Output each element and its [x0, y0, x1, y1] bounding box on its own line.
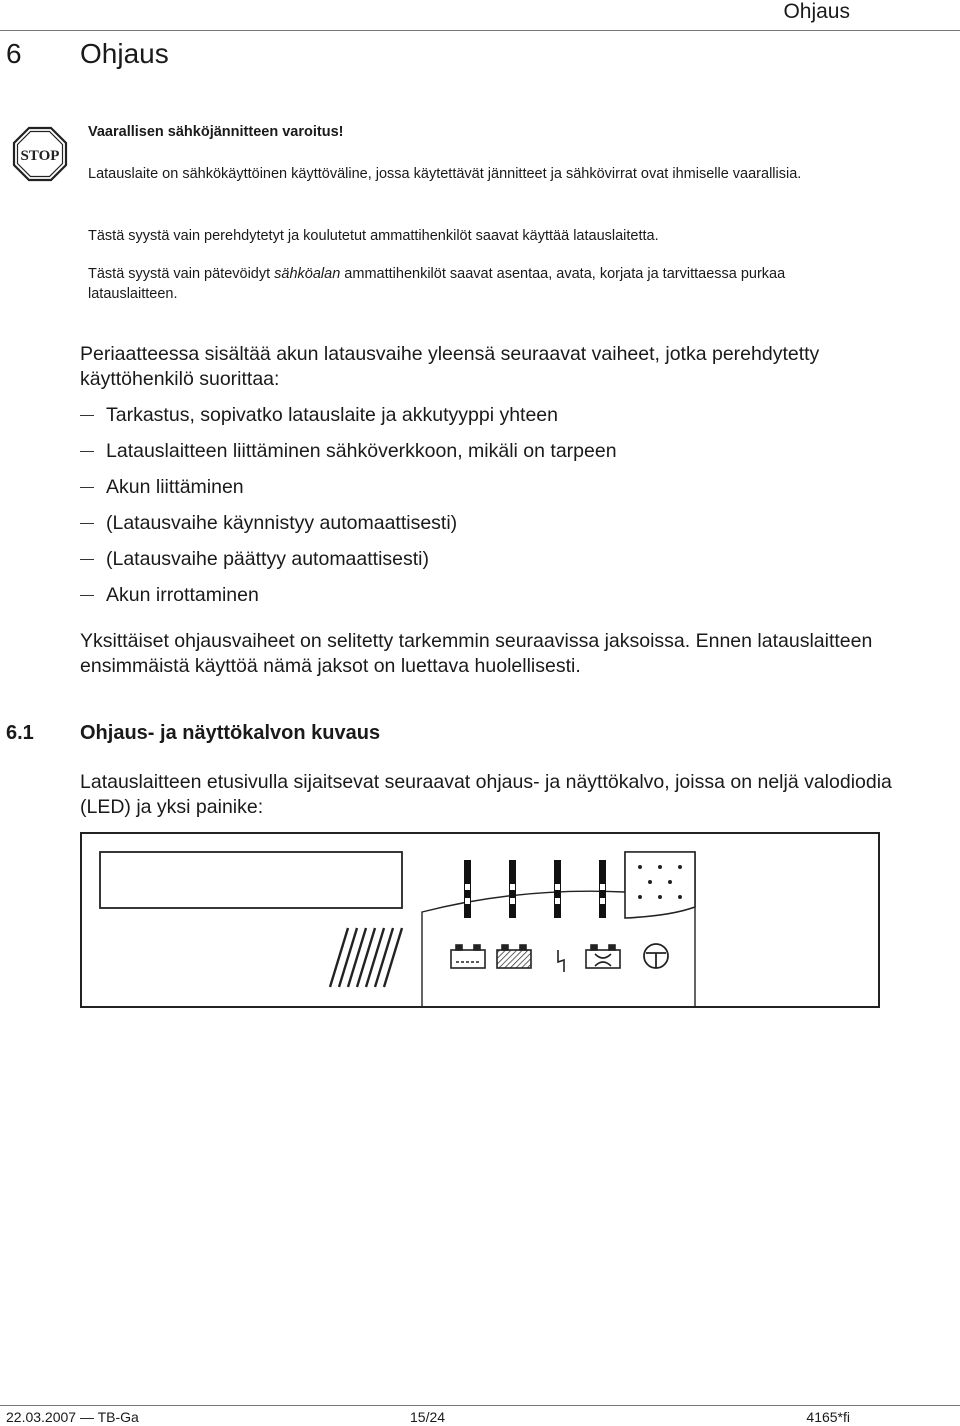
- step-text: Akun irrottaminen: [106, 584, 259, 606]
- warning-title: Vaarallisen sähköjännitteen varoitus!: [88, 124, 344, 140]
- led-strip-3: [554, 860, 561, 918]
- warning-p3-text-a: Tästä syystä vain pätevöidyt: [88, 266, 275, 282]
- dash-bullet: [80, 595, 94, 596]
- led-strip-2: [509, 860, 516, 918]
- footer-page-number: 15/24: [410, 1409, 446, 1425]
- list-item: [80, 402, 617, 438]
- list-item: [80, 582, 617, 618]
- display-window: [100, 852, 402, 908]
- chapter-number: 6: [6, 38, 22, 69]
- footer-date-code: 22.03.2007 — TB-Ga: [6, 1409, 139, 1425]
- step-text: Akun liittäminen: [106, 476, 244, 498]
- footer-doc-id: 4165*fi: [806, 1409, 850, 1425]
- list-item: [80, 546, 617, 582]
- chapter-heading: [6, 38, 169, 70]
- warning-paragraph-1: Latauslaite on sähkökäyttöinen käyttöväline, jossa käytettävät jännitteet ja sähkövirrat ovat ihmiselle vaarallisia.: [88, 166, 802, 182]
- warning-paragraph-2: Tästä syystä vain perehdytetyt ja koulutetut ammattihenkilöt saavat käyttää latauslaitetta.: [88, 228, 659, 244]
- warning-paragraph-3: [88, 264, 848, 304]
- dash-bullet: [80, 559, 94, 560]
- step-text: (Latausvaihe käynnistyy automaattisesti): [106, 512, 458, 534]
- step-list: [80, 402, 617, 618]
- chapter-title: Ohjaus: [80, 38, 169, 69]
- warning-p3-emphasis: sähköalan: [274, 266, 341, 282]
- warning-p3-text-b: ammattihenkilöt saavat asentaa, avata, korjata ja tarvittaessa purkaa latauslaitteen.: [88, 266, 786, 302]
- header-rule: [0, 30, 960, 31]
- section-description: Latauslaitteen etusivulla sijaitsevat seuraavat ohjaus- ja näyttökalvo, joissa on neljä valodiodia (LED) ja yksi painike:: [80, 771, 892, 818]
- section-title: Ohjaus- ja näyttökalvon kuvaus: [80, 722, 381, 744]
- led-strip-4: [599, 860, 606, 918]
- control-panel-figure: [80, 832, 880, 1008]
- footer-rule: [0, 1405, 960, 1406]
- list-item: [80, 510, 617, 546]
- svg-text:STOP: STOP: [20, 148, 60, 164]
- dash-bullet: [80, 415, 94, 416]
- section-heading: [6, 722, 380, 745]
- dash-bullet: [80, 487, 94, 488]
- list-item: [80, 474, 617, 510]
- step-text: (Latausvaihe päättyy automaattisesti): [106, 548, 430, 570]
- step-text: Tarkastus, sopivatko latauslaite ja akkutyyppi yhteen: [106, 404, 558, 426]
- section-number: 6.1: [6, 722, 34, 744]
- led-strip-1: [464, 860, 471, 918]
- intro-paragraph: Periaatteessa sisältää akun latausvaihe yleensä seuraavat vaiheet, jotka perehdytetty käyttöhenkilö suorittaa:: [80, 343, 820, 390]
- stop-sign-icon: [12, 126, 68, 182]
- running-header-title: Ohjaus: [783, 0, 850, 23]
- dash-bullet: [80, 451, 94, 452]
- outro-paragraph: Yksittäiset ohjausvaiheet on selitetty tarkemmin seuraavissa jaksoissa. Ennen latauslaitteen ensimmäistä käyttöä nämä jaksot on luettava huolellisesti.: [80, 630, 873, 677]
- step-text: Latauslaitteen liittäminen sähköverkkoon, mikäli on tarpeen: [106, 440, 617, 462]
- list-item: [80, 438, 617, 474]
- button-zone: [625, 852, 695, 918]
- dash-bullet: [80, 523, 94, 524]
